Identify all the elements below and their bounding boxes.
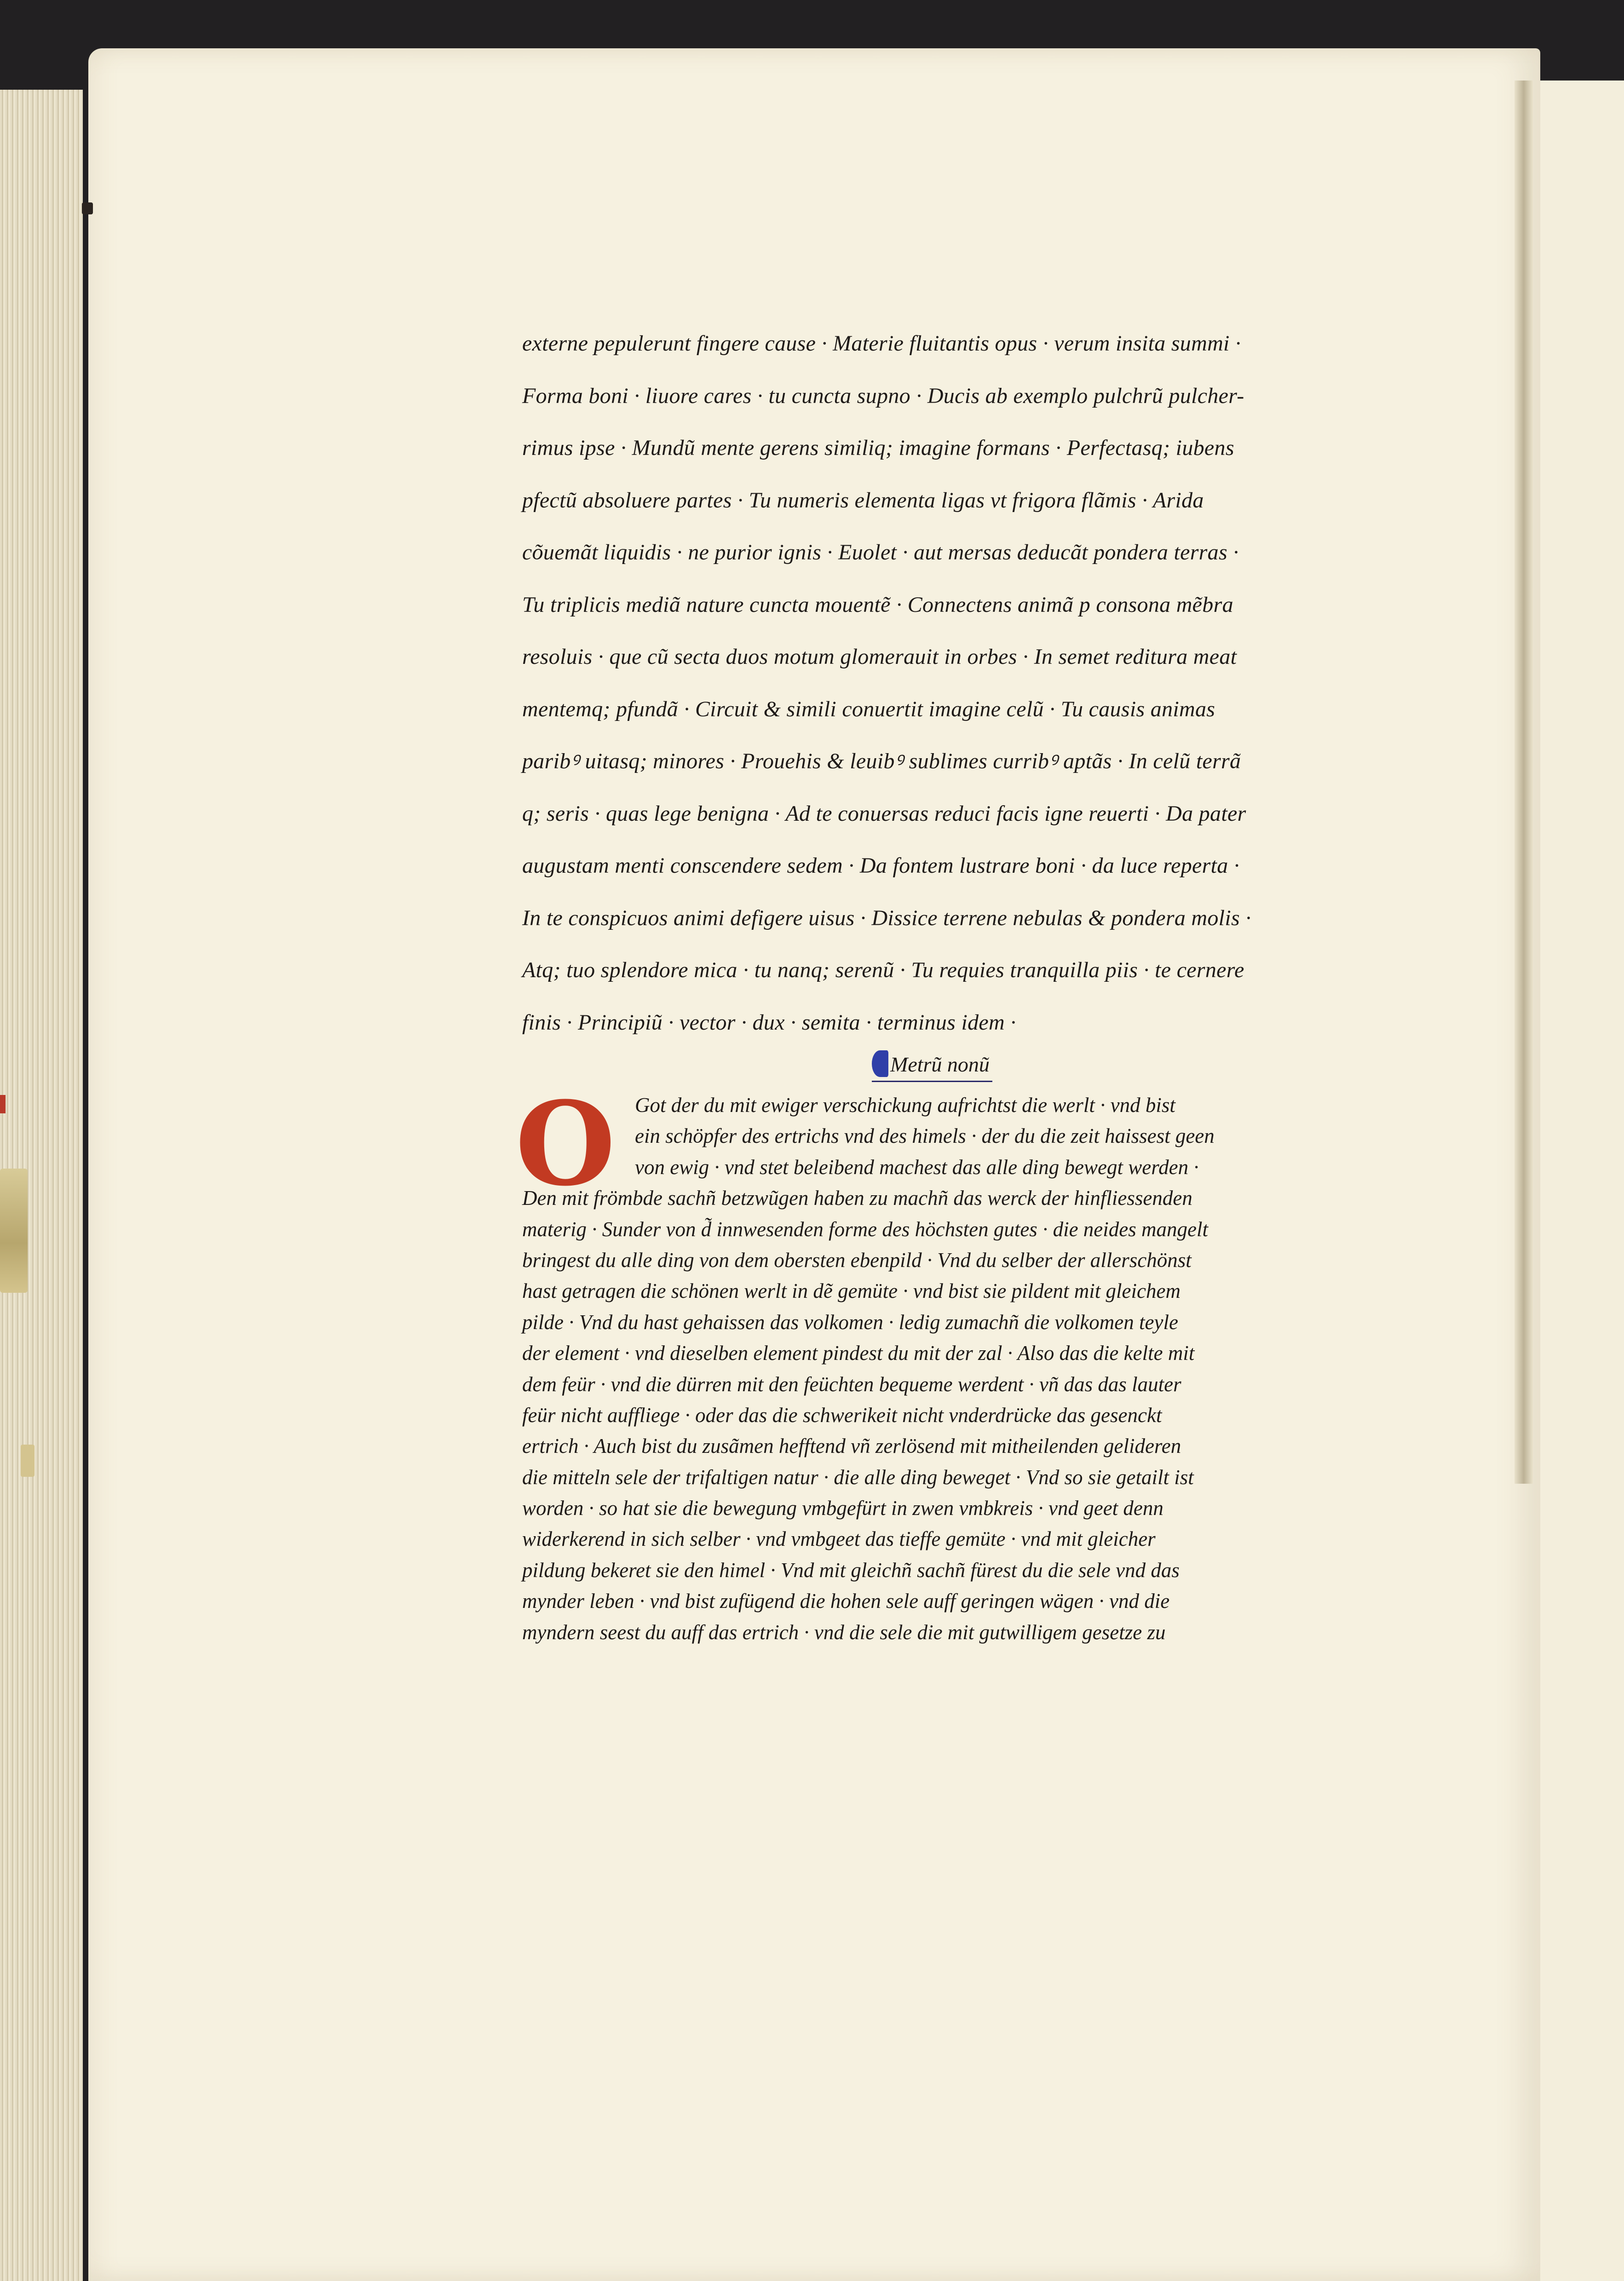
german-line: Got der du mit ewiger verschickung aufrichtst die werlt · vnd bist [635,1094,1175,1117]
latin-line: pfectũ absoluere partes · Tu numeris elementa ligas vt frigora flãmis · Arida [522,488,1204,513]
german-line: widerkerend in sich selber · vnd vmbgeet das tieffe gemüte · vnd mit gleicher [522,1527,1156,1551]
german-line: dem feür · vnd die dürren mit den feüchten bequeme werdent · vñ das das lauter [522,1372,1181,1396]
latin-line: finis · Principiũ · vector · dux · semita · terminus idem · [522,1010,1016,1035]
german-line: pildung bekeret sie den himel · Vnd mit gleichñ sachñ fürest du die sele vnd das [522,1558,1180,1582]
latin-line: Tu triplicis mediã nature cuncta mouentẽ · Connectens animã p consona mẽbra [522,592,1233,617]
german-line: pilde · Vnd du hast gehaissen das volkomen · ledig zumachñ die volkomen teyle [522,1310,1178,1334]
german-line: mynder leben · vnd bist zufügend die hohen sele auff geringen wägen · vnd die [522,1590,1170,1613]
section-heading [872,1048,992,1082]
german-line: hast getragen die schönen werlt in dẽ gemüte · vnd bist sie pildent mit gleichem [522,1279,1181,1303]
latin-line: mentemq; pfundã · Circuit & simili conuertit imagine celũ · Tu causis animas [522,697,1215,721]
section-heading-text: Metrũ nonũ [890,1053,990,1076]
german-line: myndern seest du auff das ertrich · vnd die sele die mit gutwilligem gesetze zu [522,1620,1166,1644]
page-tab-marker [82,202,93,214]
german-line: von ewig · vnd stet beleibend machest das alle ding bewegt werden · [635,1155,1199,1179]
latin-line: Forma boni · liuore cares · tu cuncta supno · Ducis ab exemplo pulchrũ pulcher- [522,383,1244,408]
latin-line: rimus ipse · Mundũ mente gerens similiq; imagine formans · Perfectasq; iubens [522,436,1234,460]
book-clasp [0,1169,28,1293]
page-gutter-shadow [1515,81,1533,1484]
german-line: ertrich · Auch bist du zusãmen hefftend vñ zerlösend mit mitheilenden gelideren [522,1434,1181,1458]
latin-line: In te conspicuos animi defigere uisus · Dissice terrene nebulas & pondera molis · [522,905,1251,930]
latin-line: paribꝰ uitasq; minores · Prouehis & leuibꝰ sublimes curribꝰ aptãs · In celũ terrã [522,749,1241,773]
german-line: bringest du alle ding von dem obersten ebenpild · Vnd du selber der allerschönst [522,1248,1192,1272]
page-text [515,317,1396,1648]
german-translation-block [515,1076,1396,1648]
latin-line: cõuemãt liquidis · ne purior ignis · Euolet · aut mersas deducãt pondera terras · [522,540,1239,564]
latin-line: Atq; tuo splendore mica · tu nanq; serenũ · Tu requies tranquilla piis · te cernere [522,958,1244,982]
latin-verse-block [522,317,1396,1048]
red-initial-letter: O [515,1076,616,1211]
latin-line: externe pepulerunt fingere cause · Materie fluitantis opus · verum insita summi · [522,331,1241,356]
facing-page-edge [1537,81,1624,2281]
german-line: die mitteln sele der trifaltigen natur · die alle ding beweget · Vnd so sie getailt ist [522,1465,1194,1489]
blue-capital-mark [872,1050,888,1077]
page-tab-lower [21,1445,35,1477]
latin-line: augustam menti conscendere sedem · Da fontem lustrare boni · da luce reperta · [522,853,1240,878]
latin-line: resoluis · que cũ secta duos motum glomerauit in orbes · In semet reditura meat [522,645,1237,669]
german-line: ein schöpfer des ertrichs vnd des himels · der du die zeit haissest geen [635,1124,1215,1148]
german-line: worden · so hat sie die bewegung vmbgefürt in zwen vmbkreis · vnd geet denn [522,1497,1163,1520]
latin-line: q; seris · quas lege benigna · Ad te conuersas reduci facis igne reuerti · Da pater [522,801,1246,826]
german-line: materig · Sunder von d̃ innwesenden forme des höchsten gutes · die neides mangelt [522,1217,1208,1241]
red-page-marker [0,1095,6,1113]
german-line: der element · vnd dieselben element pindest du mit der zal · Also das die kelte mit [522,1342,1195,1365]
section-heading-row [522,1048,1396,1090]
german-line: feür nicht auffliege · oder das die schwerikeit nicht vnderdrücke das gesenckt [522,1403,1162,1427]
german-line: Den mit frömbde sachñ betzwũgen haben zu machñ das werck der hinfliessenden [522,1187,1192,1210]
